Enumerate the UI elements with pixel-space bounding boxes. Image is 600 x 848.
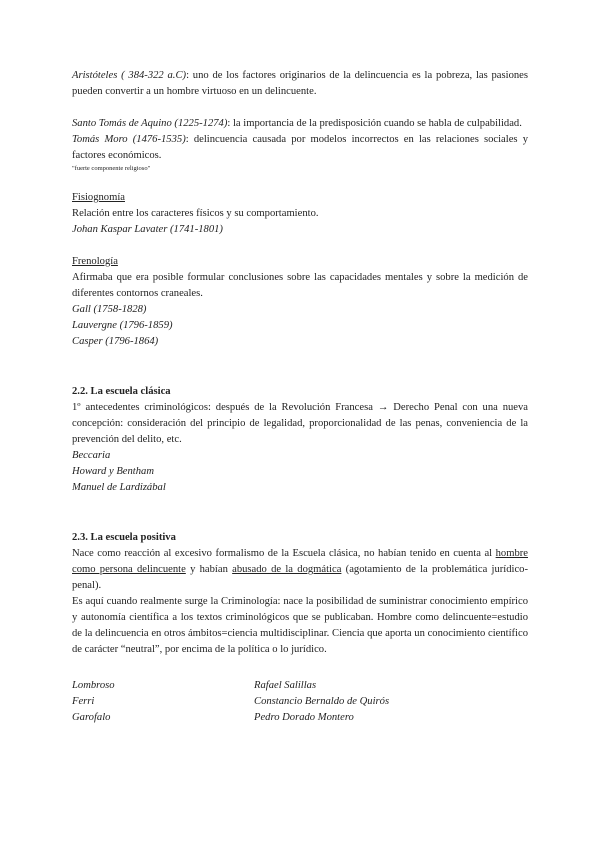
frenologia-author: Lauvergne (1796-1859) — [72, 320, 173, 331]
fisiognomia-heading: Fisiognomía — [72, 192, 125, 203]
aristoteles-text: : uno de los factores originarios de la delincuencia es la pobreza, las pasiones pueden convertir a un hombre virtuoso en un delincuente. — [72, 70, 528, 97]
positiva-underline-hombre: hombre como persona delincuente — [72, 548, 528, 575]
moro-name: Tomás Moro (1476-1535) — [72, 134, 186, 145]
frenologia-text: Afirmaba que era posible formular conclusiones sobre las capacidades mentales y sobre la medición de diferentes contornos craneales. — [72, 272, 528, 299]
document-page — [72, 68, 528, 726]
positiva-underline-dogmatica: abusado de la dogmática — [232, 564, 342, 575]
clasica-author: Manuel de Lardizábal — [72, 482, 166, 493]
positiva-author: Garofalo — [72, 712, 111, 723]
authors-right-column — [254, 678, 436, 726]
positiva-paragraph-2: Es aquí cuando realmente surge la Criminología: nace la posibilidad de suministrar conocimiento empírico y autonomía científica a los textos criminológicos que se publicaban. Hombre como delincuente=estudio de la delincuencia en otros ámbitos=ciencia multidisciplinar. Ciencia que aporta un conocimiento científico de carácter “neutral”, por encima de la política o lo jurídico. — [72, 596, 528, 655]
frenologia-heading: Frenología — [72, 256, 118, 267]
positiva-author: Ferri — [72, 696, 95, 707]
aristoteles-name: Aristóteles ( 384-322 a.C) — [72, 70, 187, 81]
positiva-author: Constancio Bernaldo de Quirós — [254, 696, 390, 707]
lavater-author: Johan Kaspar Lavater (1741-1801) — [72, 224, 223, 235]
positiva-p1-b: y habían — [185, 564, 233, 575]
aquino-text: : la importancia de la predisposición cuando se habla de culpabilidad. — [227, 118, 522, 129]
positiva-paragraph-1 — [72, 546, 528, 594]
aristoteles-paragraph — [72, 68, 528, 100]
positiva-author: Lombroso — [72, 680, 115, 691]
positiva-author: Pedro Dorado Montero — [254, 712, 354, 723]
moro-paragraph — [72, 132, 528, 164]
moro-text: : delincuencia causada por modelos incorrectos en las relaciones sociales y factores económicos. — [72, 134, 528, 161]
clasica-text: 1º antecedentes criminológicos: después de la Revolución Francesa → Derecho Penal con una nueva concepción: consideración del principio de legalidad, proporcionalidad de las penas, conveniencia de la prevención del delito, etc. — [72, 402, 528, 445]
positiva-authors — [72, 678, 528, 726]
authors-left-column — [72, 678, 254, 726]
positiva-p1-a: Nace como reacción al excesivo formalismo de la Escuela clásica, no habían tenido en cuenta al — [72, 548, 496, 559]
religious-note: "fuerte componente religioso" — [72, 165, 151, 172]
aquino-name: Santo Tomás de Aquino (1225-1274) — [72, 118, 228, 129]
clasica-heading: 2.2. La escuela clásica — [72, 386, 171, 397]
positiva-heading: 2.3. La escuela positiva — [72, 532, 176, 543]
clasica-author: Beccaria — [72, 450, 111, 461]
clasica-author: Howard y Bentham — [72, 466, 154, 477]
positiva-p1-c: (agotamiento de la problemática jurídico-penal). — [72, 564, 528, 591]
positiva-author: Rafael Salillas — [254, 680, 317, 691]
frenologia-author: Casper (1796-1864) — [72, 336, 159, 347]
frenologia-author: Gall (1758-1828) — [72, 304, 147, 315]
fisiognomia-text: Relación entre los caracteres físicos y su comportamiento. — [72, 208, 319, 219]
aquino-paragraph — [72, 116, 528, 132]
